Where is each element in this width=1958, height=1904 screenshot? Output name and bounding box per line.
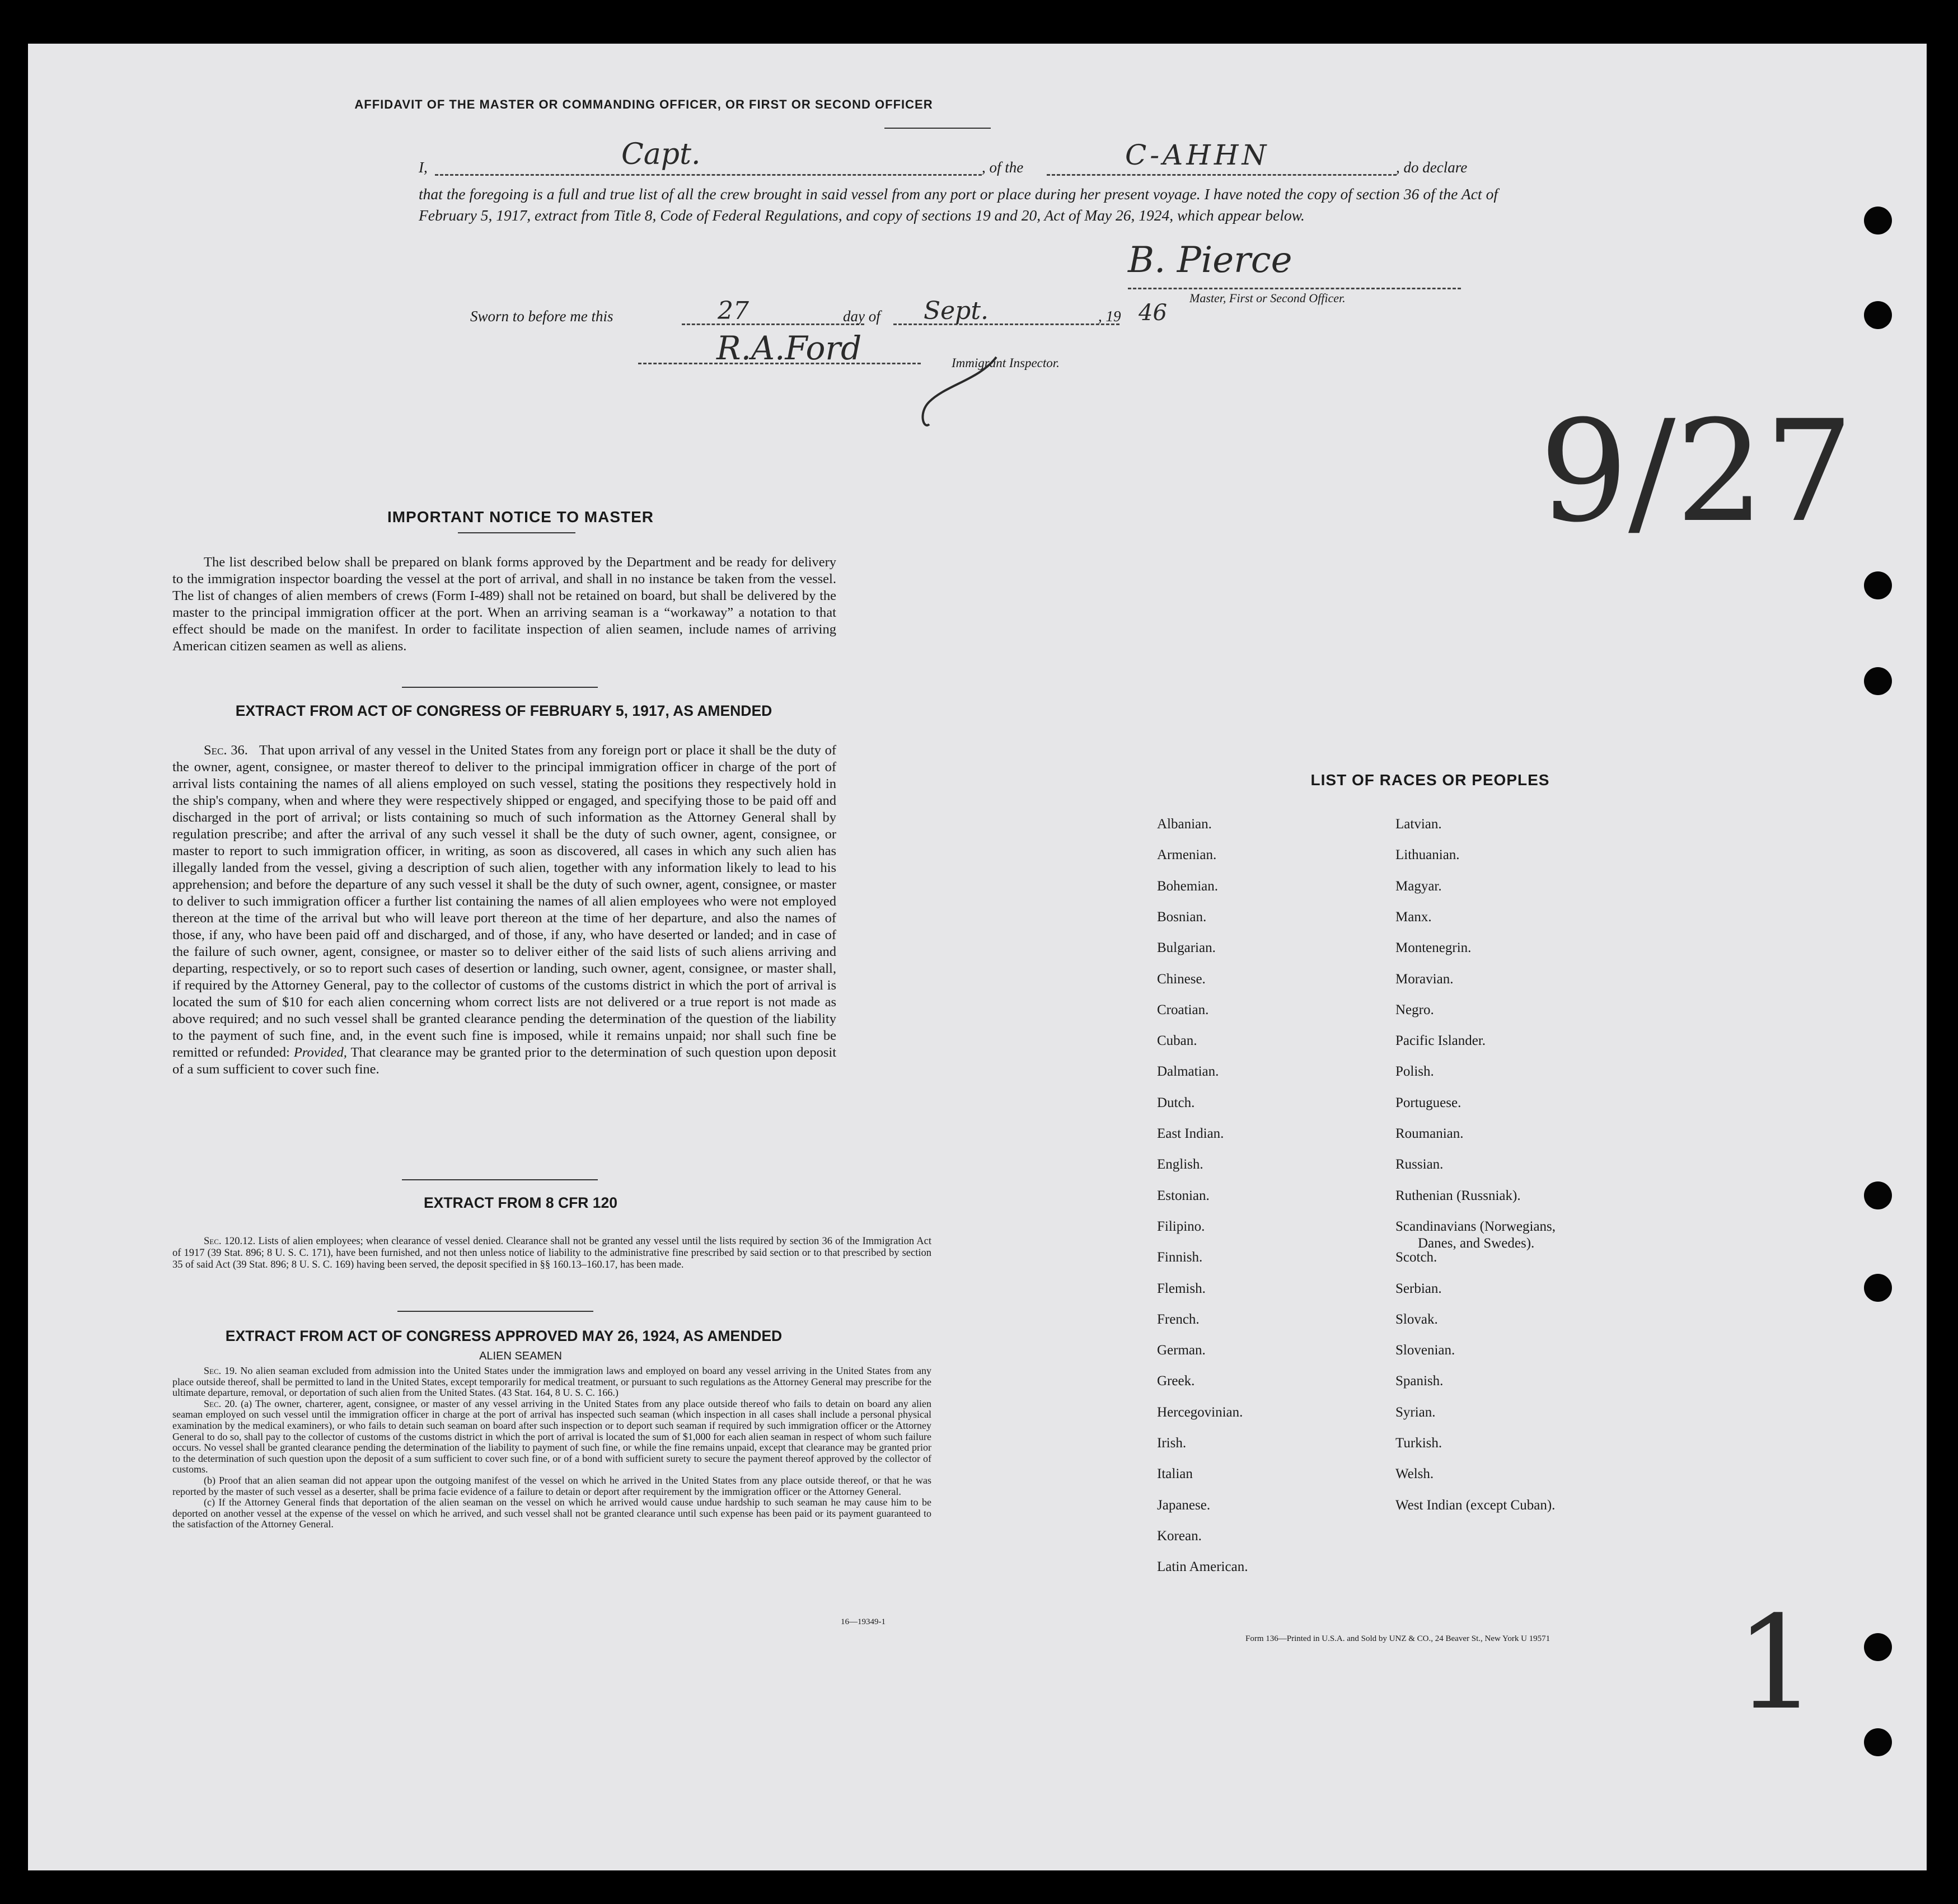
race-item: Magyar. (1395, 879, 1442, 894)
punch-hole (1864, 571, 1892, 599)
race-item: Lithuanian. (1395, 847, 1460, 862)
race-item: German. (1157, 1343, 1206, 1358)
affidavit-title: AFFIDAVIT OF THE MASTER OR COMMANDING OFFICER, OR FIRST OR SECOND OFFICER (354, 97, 933, 111)
of-the-label: , of the (982, 159, 1024, 176)
race-item: Latvian. (1395, 817, 1442, 832)
vessel-fill-line (1047, 174, 1397, 176)
sec-20b-paragraph: (b) Proof that an alien seaman did not appear upon the outgoing manifest of the vessel on which he arrived in the United States from any place outside thereof, or that he was reported by the master of such vessel as a deserter, shall be prima facie evidence of a failure to detain or deport after requirement by the immigration officer or the Attorney General. (172, 1474, 931, 1497)
year-handwriting: 46 (1139, 300, 1167, 326)
i-label: I, (419, 159, 428, 176)
race-item: East Indian. (1157, 1126, 1224, 1141)
race-item: Moravian. (1395, 972, 1454, 987)
punch-hole (1864, 1181, 1892, 1209)
race-item: Polish. (1395, 1064, 1434, 1079)
race-item: Chinese. (1157, 972, 1206, 987)
race-item: Negro. (1395, 1002, 1434, 1017)
race-item: Bosnian. (1157, 909, 1207, 925)
race-item: Scotch. (1395, 1250, 1437, 1265)
race-item: Japanese. (1157, 1498, 1211, 1513)
notice-heading: IMPORTANT NOTICE TO MASTER (387, 508, 654, 526)
sec-36-text: That upon arrival of any vessel in the United States from any foreign port or place it shall be the duty of the owner, agent, consignee, or master thereof to deliver to the principal immigration officer in charge of the port of arrival lists containing the names of all aliens employed on such vessel, stating the positions they respectively hold in the ship's company, when and where they were respectively shipped or engaged, and specifying those to be paid off and discharged in the port of arrival; or lists containing so much of such information as the Attorney General shall by regulation prescribe; and after the arrival of any such vessel it shall be the duty of such owner, agent, consignee, or master to report to such immigration officer, in writing, as soon as discovered, all cases in which any such alien has illegally landed from the vessel, giving a description of such alien, together with any information likely to lead to his apprehension; and before the departure of any such vessel it shall be the duty of such owner, agent, consignee, or master to deliver to such immigration officer a further list containing the names of all alien employees who were not employed thereon at the time of the arrival but who will leave port thereon at the time of her departure, and also the names of those, if any, who have been paid off and discharged, and of those, if any, who have deserted or landed; and in case of the failure of such owner, agent, consignee, or master so to deliver either of the said lists of such aliens arriving and departing, respectively, or so to report such cases of desertion or landing, such owner, agent, consignee, or master shall, if required by the Attorney General, pay to the collector of customs of the customs district in which the port of arrival is located the sum of $10 for each alien concerning whom correct lists are not delivered or a true report is not made as above required; and no such vessel shall be granted clearance pending the determination of the question of the liability to the payment of such fine, and, in the event such fine is imposed, while it remains unpaid; nor shall such fine be remitted or refunded: (172, 743, 837, 1060)
proviso-label: Provided, (293, 1045, 347, 1060)
proviso-text: That clearance may be granted prior to the determination of such question upon deposit of a sum sufficient to cover such fine. (172, 1045, 837, 1077)
inspector-signature: R.A.Ford (716, 329, 862, 367)
sec-20a-text: (a) The owner, charterer, agent, consignee, or master of any vessel arriving in the United States from any place outside thereof who fails to detain on board any alien seaman employed on such vessel until the immigration officer in charge at the port of arrival has inspected such seaman (which inspection in all cases shall include a personal physical examination by the medical examiners), or who fails to detain such seaman on board after such inspection or to deport such seaman if required by such immigration officer or the Attorney General to do so, shall pay to the collector of customs of the customs district in which the port of arrival is located the sum of $1,000 for each alien seaman in respect of whom such failure occurs. No vessel shall be granted clearance pending the determination of the liability to payment of such fine, or while the fine remains unpaid, except that clearance may be granted prior to the determination of such question upon the deposit of a sum sufficient to cover such fine, or of a bond with sufficient surety to secure the payment thereof approved by the collector of customs. (172, 1397, 932, 1475)
race-item: Cuban. (1157, 1033, 1197, 1048)
title-rule (884, 128, 991, 129)
race-item: Bohemian. (1157, 879, 1219, 894)
race-item: Portuguese. (1395, 1095, 1462, 1110)
race-item: Finnish. (1157, 1250, 1203, 1265)
extract-1924-heading: EXTRACT FROM ACT OF CONGRESS APPROVED MAY 26, 1924, AS AMENDED (225, 1328, 783, 1344)
day-of-label: day of (843, 308, 880, 325)
punch-hole (1864, 301, 1892, 329)
race-item: English. (1157, 1157, 1203, 1172)
sworn-label: Sworn to before me this (470, 308, 613, 325)
sec-120-text: Lists of alien employees; when clearance of vessel denied. Clearance shall not be granted any vessel until the lists required by section 36 of the Immigration Act of 1917 (39 Stat. 896; 8 U. S. C. 171), have been furnished, and not then unless notice of liability to the administrative fine prescribed by said section or to that prescribed by section 35 of said Act (39 Stat. 896; 8 U. S. C. 169) having been served, the deposit specified in §§ 160.13–160.17, has been made. (172, 1236, 932, 1270)
race-item: Slovenian. (1395, 1343, 1455, 1358)
affidavit-body: that the foregoing is a full and true list of all the crew brought in said vessel from any port or place during her present voyage. I have noted the copy of section 36 of the Act of February 5, 1917, extract from Title 8, Code of Federal Regulations, and copy of sections 19 and 20, Act of May 26, 1924, which appear below. (419, 185, 1498, 224)
race-item: Turkish. (1395, 1436, 1442, 1451)
race-item: Irish. (1157, 1436, 1187, 1451)
race-item: Hercegovinian. (1157, 1405, 1243, 1420)
do-declare-label: , do declare (1396, 159, 1468, 176)
race-item: Bulgarian. (1157, 940, 1216, 955)
punch-hole (1864, 667, 1892, 695)
sec-36-label: Sec. 36. (204, 743, 248, 758)
extract-cfr-heading: EXTRACT FROM 8 CFR 120 (423, 1194, 617, 1211)
race-item: Flemish. (1157, 1281, 1206, 1296)
punch-hole (1864, 1274, 1892, 1302)
race-item: Ruthenian (Russniak). (1395, 1188, 1521, 1203)
race-item: Roumanian. (1395, 1126, 1464, 1141)
race-item: Slovak. (1395, 1312, 1438, 1327)
race-item: Albanian. (1157, 817, 1212, 832)
vessel-handwriting: C-AHHN (1125, 139, 1270, 171)
race-item: Dalmatian. (1157, 1064, 1219, 1079)
race-item: Montenegrin. (1395, 940, 1472, 955)
race-item: Welsh. (1395, 1466, 1434, 1481)
race-item: Spanish. (1395, 1373, 1444, 1389)
document-page (28, 44, 1927, 1870)
sec-19-paragraph (172, 1366, 931, 1399)
race-item: Latin American. (1157, 1559, 1248, 1574)
race-item: West Indian (except Cuban). (1395, 1498, 1556, 1513)
notice-text: The list described below shall be prepared on blank forms approved by the Department and be ready for delivery to the immigration inspector boarding the vessel at the port of arrival, and shall in no instance be taken from the vessel. The list of changes of alien members of crews (Form I-489) shall not be retained on board, but shall be delivered by the master to the principal immigration officer at the port. When an arriving seaman is a “workaway” a notation to that effect should be made on the manifest. In order to facilitate inspection of alien seamen, include names of arriving American citizen seamen as well as aliens. (172, 555, 836, 654)
race-item: Russian. (1395, 1157, 1444, 1172)
extract-1924-subheading: ALIEN SEAMEN (479, 1350, 562, 1362)
race-item: Manx. (1395, 909, 1432, 925)
race-item: Italian (1157, 1466, 1193, 1481)
race-item: Dutch. (1157, 1095, 1195, 1110)
race-item: Serbian. (1395, 1281, 1442, 1296)
sec-20a-paragraph (172, 1399, 931, 1475)
race-item: Filipino. (1157, 1219, 1205, 1234)
inspector-signature-line (638, 363, 921, 364)
sworn-month-handwriting: Sept. (924, 297, 989, 325)
form-footer: Form 136—Printed in U.S.A. and Sold by UNZ & CO., 24 Beaver St., New York U 19571 (1245, 1634, 1551, 1643)
form-code: 16—19349-1 (841, 1617, 886, 1626)
extract-1917-end-rule (402, 1179, 598, 1180)
sec-120-label: Sec. 120.12. (204, 1236, 256, 1247)
master-signature-line (1128, 288, 1461, 289)
sworn-day-handwriting: 27 (718, 297, 749, 325)
day-fill-line (682, 323, 864, 325)
master-signature: B. Pierce (1128, 240, 1292, 281)
sec-19-label: Sec. 19. (204, 1365, 237, 1376)
race-item: Syrian. (1395, 1405, 1436, 1420)
inspector-caption: Immigrant Inspector. (952, 356, 1060, 370)
race-item: Croatian. (1157, 1002, 1209, 1017)
punch-hole (1864, 1633, 1892, 1661)
race-item: Armenian. (1157, 847, 1217, 862)
race-item: Korean. (1157, 1528, 1202, 1544)
extract-1924-body (172, 1366, 931, 1530)
extract-cfr-end-rule (397, 1311, 593, 1312)
master-caption: Master, First or Second Officer. (1189, 291, 1346, 305)
sec-20c-paragraph: (c) If the Attorney General finds that deportation of the alien seaman on the vessel on which he arrived would cause undue hardship to such seaman he may cause him to be deported on another vessel at the expense of the vessel on which he arrived, and such vessel shall not be granted clearance until such expense has been paid or its payment guaranteed to the satisfaction of the Attorney General. (172, 1497, 931, 1530)
race-item: Pacific Islander. (1395, 1033, 1486, 1048)
race-item: French. (1157, 1312, 1200, 1327)
notice-rule (458, 532, 575, 533)
name-fill-line (435, 174, 982, 176)
sec-19-text: No alien seaman excluded from admission into the United States under the immigration laws and employed on board any vessel arriving in the United States from any place outside thereof, shall be permitted to land in the United States, except temporarily for medical treatment, or pursuant to such regulations as the Attorney General may prescribe for the ultimate departure, removal, or deportation of such alien from the United States. (43 Stat. 164, 8 U. S. C. 166.) (172, 1365, 932, 1399)
race-item: Estonian. (1157, 1188, 1210, 1203)
punch-hole (1864, 207, 1892, 235)
races-heading: LIST OF RACES OR PEOPLES (1310, 771, 1550, 789)
signature-flourish (912, 346, 1002, 435)
race-item: Scandinavians (Norwegians, Danes, and Swedes). (1395, 1219, 1556, 1251)
extract-1917-heading: EXTRACT FROM ACT OF CONGRESS OF FEBRUARY 5, 1917, AS AMENDED (235, 702, 772, 719)
notice-end-rule (402, 687, 598, 688)
extract-cfr-body (172, 1236, 931, 1271)
handwritten-page-number: 1 (1735, 1589, 1818, 1738)
handwritten-date: 9/27 (1539, 390, 1854, 553)
name-handwriting: Capt. (621, 138, 701, 171)
year-label: , 19 (1098, 308, 1121, 325)
punch-hole (1864, 1728, 1892, 1756)
extract-1917-body (172, 742, 836, 1078)
race-item: Greek. (1157, 1373, 1195, 1389)
sec-20-label: Sec. 20. (204, 1397, 237, 1409)
